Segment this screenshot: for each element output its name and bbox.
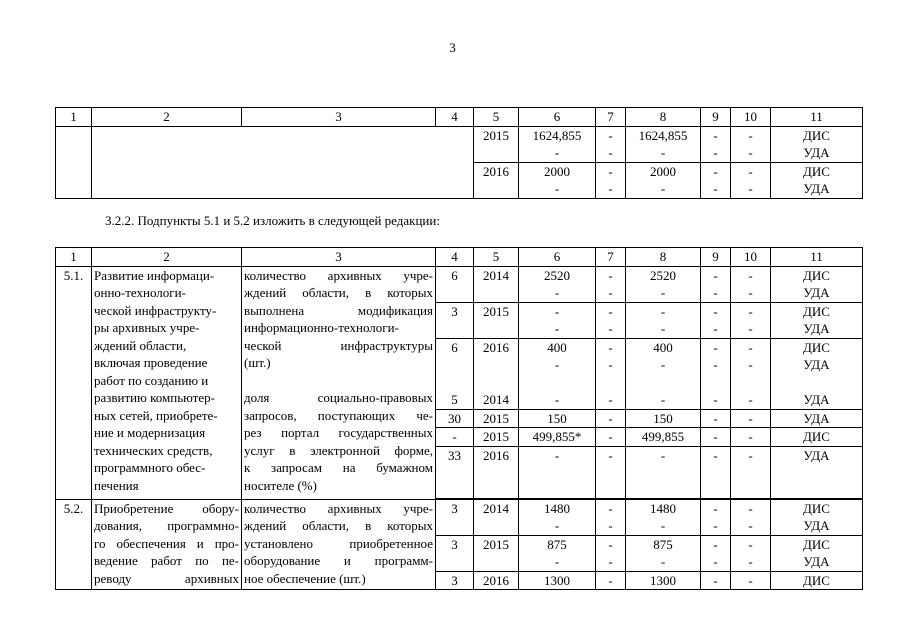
value-cell: - -: [596, 162, 626, 198]
value-cell: - -: [731, 535, 771, 571]
executor-cell: ДИС УДА: [771, 535, 863, 571]
value-cell: -: [701, 571, 731, 590]
value-cell: 1300: [626, 571, 701, 590]
value-cell: -: [731, 428, 771, 447]
value-cell: -: [596, 446, 626, 498]
header-cell: 5: [474, 248, 519, 267]
executor-cell: ДИС УДА: [771, 266, 863, 302]
indicator-value: -: [436, 428, 474, 447]
executor-cell: УДА: [771, 409, 863, 428]
header-cell: 9: [701, 108, 731, 127]
value-cell: 150: [626, 409, 701, 428]
value-cell: 2000 -: [626, 162, 701, 198]
value-cell: -: [731, 446, 771, 498]
empty-cell: [92, 126, 474, 198]
value-cell: -: [596, 428, 626, 447]
value-cell: - -: [596, 499, 626, 535]
value-cell: 1480 -: [519, 499, 596, 535]
header-cell: 10: [731, 108, 771, 127]
year-cell: 2015: [474, 409, 519, 428]
header-cell: 9: [701, 248, 731, 267]
value-cell: 400 - -: [626, 338, 701, 409]
empty-cell: [56, 126, 92, 198]
value-cell: -: [701, 409, 731, 428]
indicator-value: 6: [436, 266, 474, 302]
executor-cell: ДИС УДА: [771, 162, 863, 198]
year-cell: 2015: [474, 302, 519, 338]
value-cell: 1624,855 -: [519, 126, 596, 162]
value-cell: 499,855*: [519, 428, 596, 447]
value-cell: - -: [701, 126, 731, 162]
executor-cell: ДИС: [771, 571, 863, 590]
value-cell: -: [626, 446, 701, 498]
executor-cell: ДИС: [771, 428, 863, 447]
value-cell: 1624,855 -: [626, 126, 701, 162]
executor-cell: ДИС УДА УДА: [771, 338, 863, 409]
value-cell: 150: [519, 409, 596, 428]
header-cell: 3: [242, 108, 436, 127]
value-cell: - -: [701, 302, 731, 338]
header-cell: 5: [474, 108, 519, 127]
header-cell: 7: [596, 248, 626, 267]
value-cell: -: [596, 409, 626, 428]
year-cell: 2014: [474, 266, 519, 302]
value-cell: 2520 -: [626, 266, 701, 302]
table-header-row: [56, 248, 863, 267]
table-row: [56, 266, 863, 302]
header-cell: 8: [626, 248, 701, 267]
value-cell: - -: [731, 302, 771, 338]
indicator-description: количество архивных учре- ждений области, в которых выполнена модификация информационно-технологи- ческой инфраструктуры (шт.) доля социально-правовых запросов, поступающих че- рез портал государственных услуг в электронной форме, к запросам на бумажном носителе (%): [242, 266, 436, 499]
executor-cell: ДИС УДА: [771, 499, 863, 535]
value-cell: - -: [596, 302, 626, 338]
value-cell: 400 - -: [519, 338, 596, 409]
header-cell: 3: [242, 248, 436, 267]
header-cell: 11: [771, 248, 863, 267]
year-cell: 2015: [474, 535, 519, 571]
item-number: 5.1.: [56, 266, 92, 499]
year-cell: 2016: [474, 162, 519, 198]
value-cell: 1300: [519, 571, 596, 590]
value-cell: 2520 -: [519, 266, 596, 302]
value-cell: 1480 -: [626, 499, 701, 535]
value-cell: - -: [731, 162, 771, 198]
header-cell: 2: [92, 108, 242, 127]
value-cell: - - -: [701, 338, 731, 409]
indicator-value: 3: [436, 499, 474, 535]
indicator-value: 33: [436, 446, 474, 498]
header-cell: 1: [56, 248, 92, 267]
value-cell: - -: [701, 535, 731, 571]
value-cell: - -: [731, 126, 771, 162]
header-cell: 2: [92, 248, 242, 267]
header-cell: 10: [731, 248, 771, 267]
top-table: [55, 107, 863, 199]
value-cell: - -: [626, 302, 701, 338]
main-table: [55, 247, 863, 590]
header-cell: 6: [519, 108, 596, 127]
value-cell: - - -: [596, 338, 626, 409]
value-cell: - -: [701, 266, 731, 302]
value-cell: - -: [519, 302, 596, 338]
indicator-value: 6 5: [436, 338, 474, 409]
header-cell: 1: [56, 108, 92, 127]
table-row: [56, 499, 863, 535]
table-header-row: [56, 108, 863, 127]
value-cell: -: [701, 428, 731, 447]
executor-cell: ДИС УДА: [771, 126, 863, 162]
value-cell: - -: [596, 535, 626, 571]
indicator-value: 3: [436, 571, 474, 590]
executor-cell: УДА: [771, 446, 863, 498]
value-cell: - -: [701, 162, 731, 198]
header-cell: 4: [436, 108, 474, 127]
value-cell: - -: [731, 266, 771, 302]
page-number: 3: [449, 40, 456, 55]
table-row: [56, 126, 863, 162]
item-description: Приобретение обору- дования, программно- го обеспечения и про- ведение работ по пе- реводу архивных: [92, 499, 242, 590]
header-cell: 11: [771, 108, 863, 127]
value-cell: 2000 -: [519, 162, 596, 198]
value-cell: - -: [596, 266, 626, 302]
year-cell: 2015: [474, 126, 519, 162]
value-cell: 499,855: [626, 428, 701, 447]
indicator-value: 3: [436, 302, 474, 338]
item-description: Развитие информаци- онно-технологи- ческой инфраструкту- ры архивных учре- ждений области, включая проведение работ по созданию и развитию компьютер- ных сетей, приобрете- ние и модернизация технических средств, программного обес- печения: [92, 266, 242, 499]
item-number: 5.2.: [56, 499, 92, 590]
value-cell: -: [731, 409, 771, 428]
header-cell: 8: [626, 108, 701, 127]
value-cell: -: [596, 571, 626, 590]
value-cell: - -: [701, 499, 731, 535]
amendment-paragraph: 3.2.2. Подпункты 5.1 и 5.2 изложить в следующей редакции:: [105, 213, 440, 228]
value-cell: 875 -: [519, 535, 596, 571]
executor-cell: ДИС УДА: [771, 302, 863, 338]
header-cell: 4: [436, 248, 474, 267]
value-cell: - -: [731, 499, 771, 535]
indicator-value: 30: [436, 409, 474, 428]
value-cell: -: [731, 571, 771, 590]
value-cell: -: [701, 446, 731, 498]
year-cell: 2016 2014: [474, 338, 519, 409]
year-cell: 2015: [474, 428, 519, 447]
value-cell: - - -: [731, 338, 771, 409]
indicator-description: количество архивных учре- ждений области, в которых установлено приобретенное оборудование и программ- ное обеспечение (шт.): [242, 499, 436, 590]
value-cell: -: [519, 446, 596, 498]
value-cell: - -: [596, 126, 626, 162]
value-cell: 875 -: [626, 535, 701, 571]
year-cell: 2014: [474, 499, 519, 535]
header-cell: 7: [596, 108, 626, 127]
header-cell: 6: [519, 248, 596, 267]
year-cell: 2016: [474, 571, 519, 590]
indicator-value: 3: [436, 535, 474, 571]
year-cell: 2016: [474, 446, 519, 498]
